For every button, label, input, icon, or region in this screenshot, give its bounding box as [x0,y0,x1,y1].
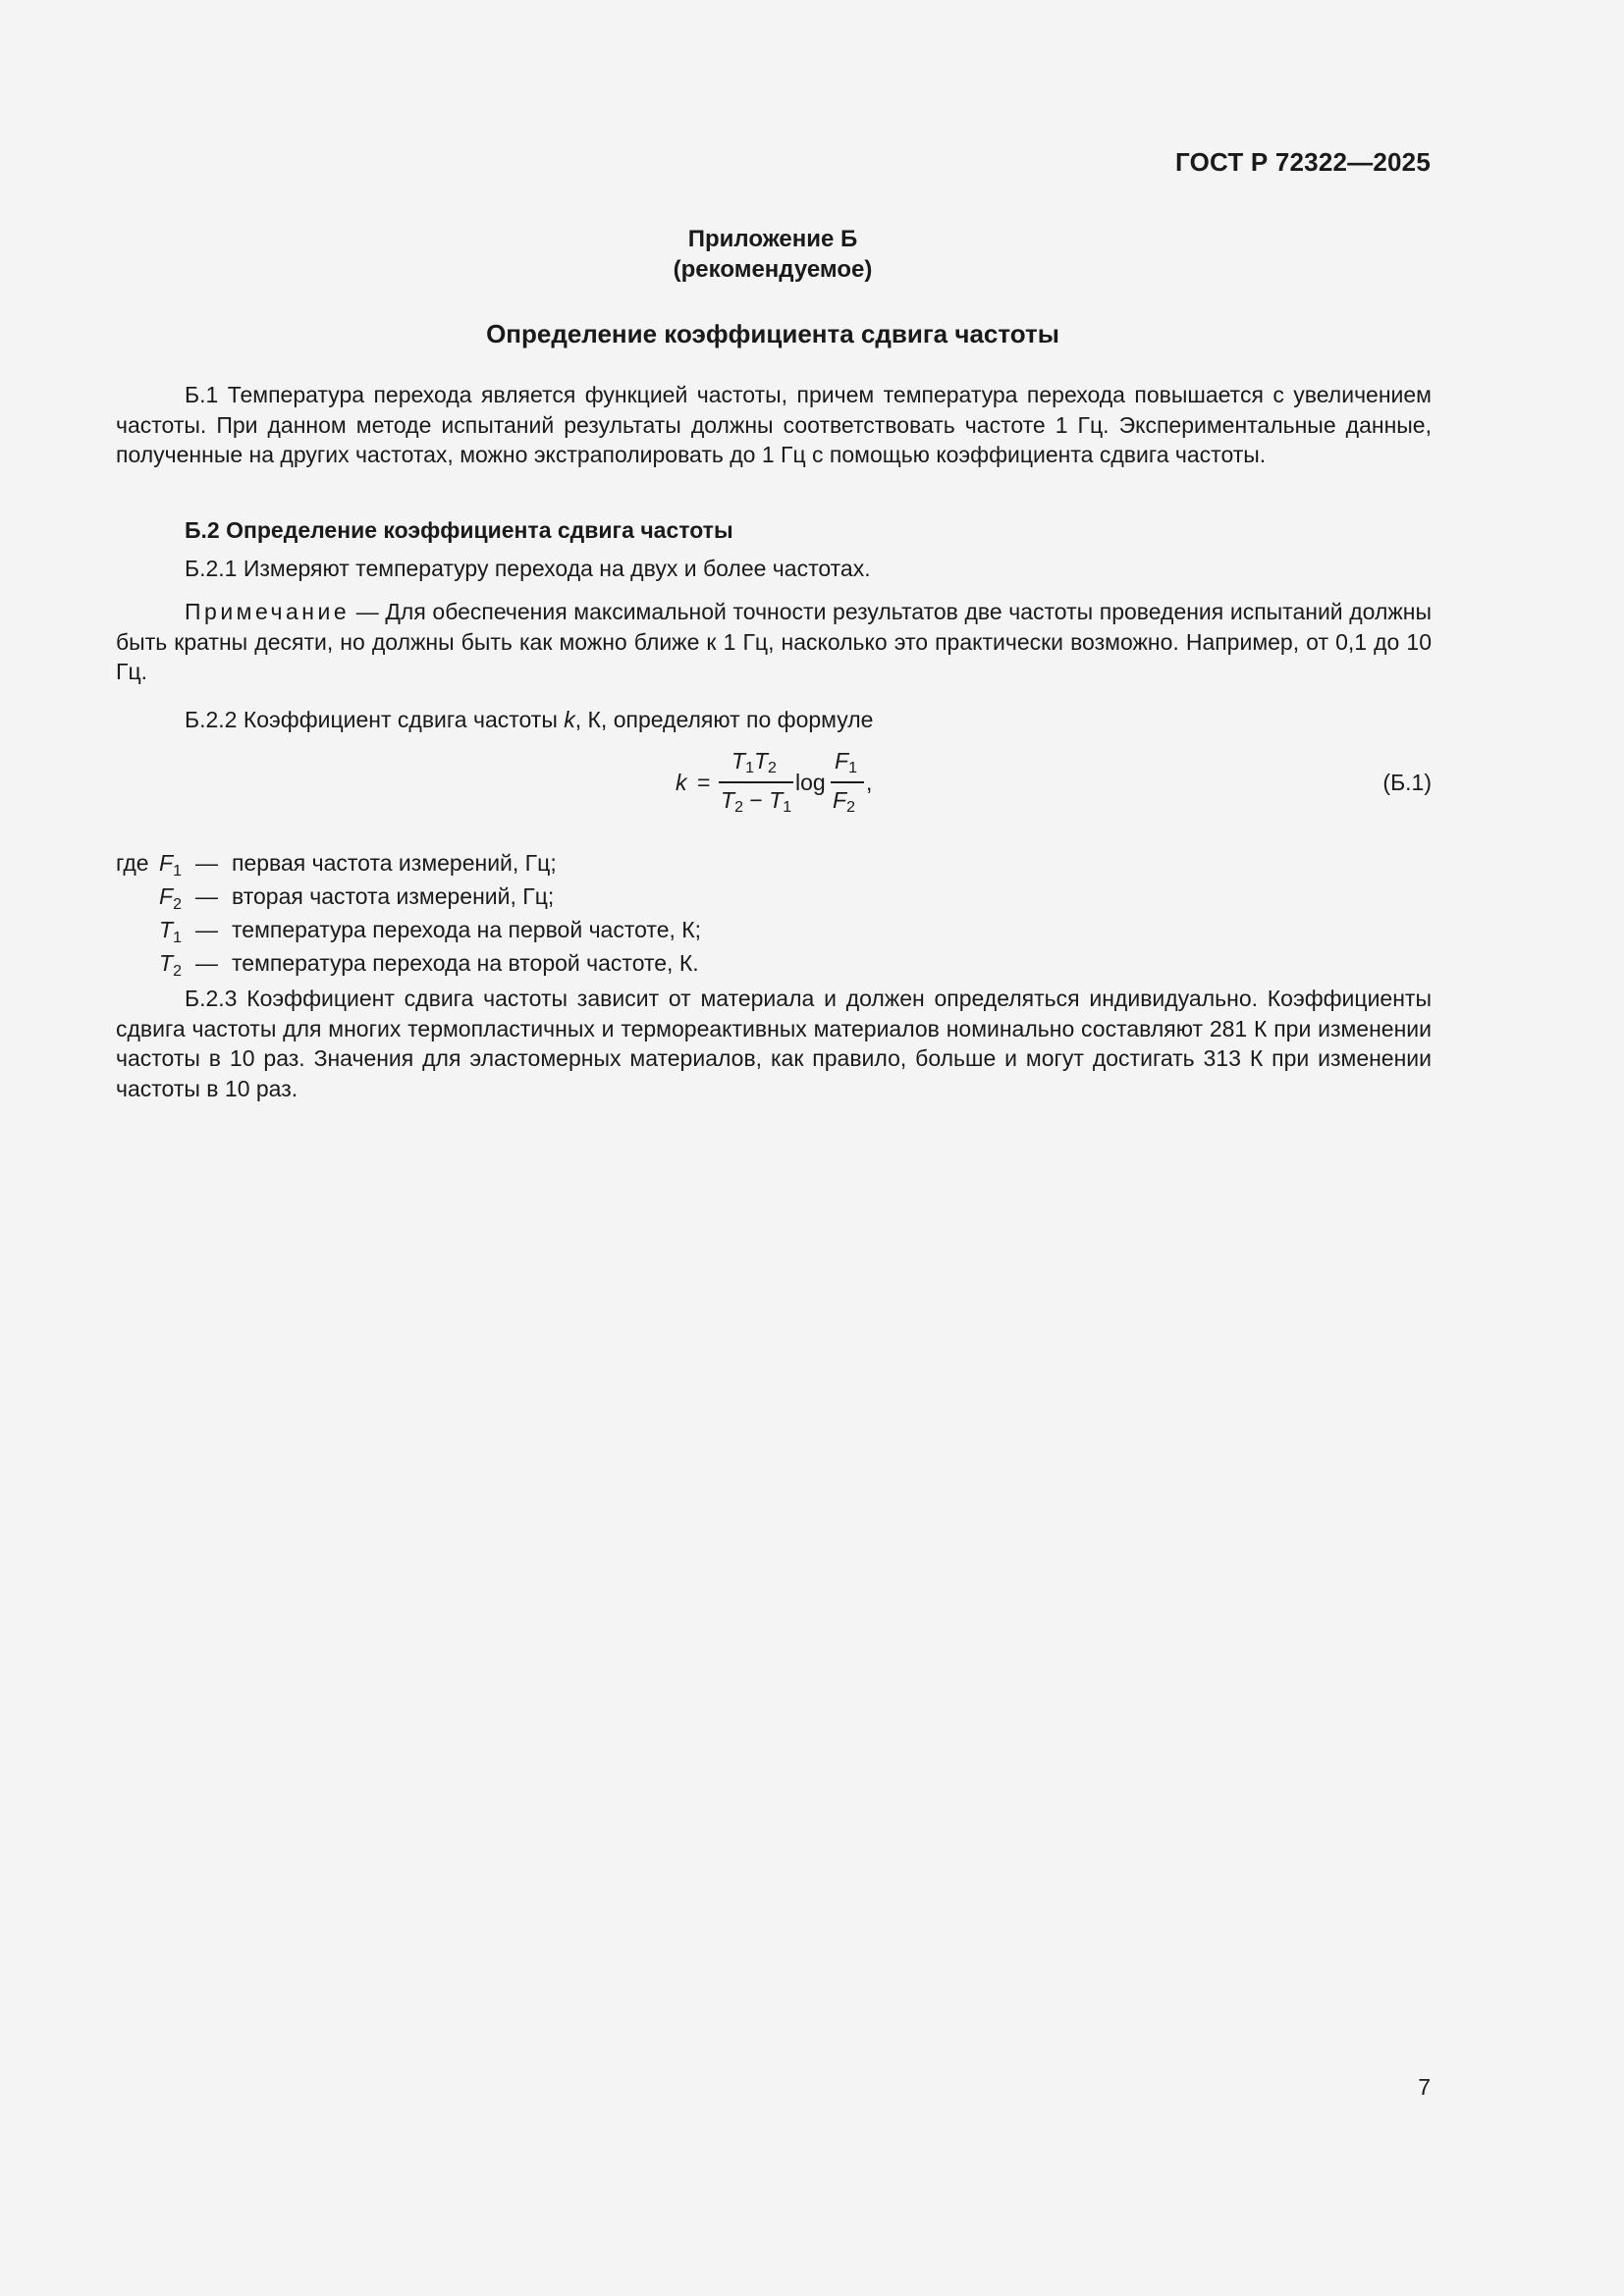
formula-minus: − [749,787,763,813]
section-b22 [116,705,1432,735]
note-paragraph [116,597,1432,687]
section-b1-text: Б.1 Температура перехода является функцией частоты, причем температура перехода повышается с увеличением частоты. При данном методе испытаний результаты должны соответствовать частоте 1 Гц. Экспериментальные данные, полученные на других частотах, можно экстраполировать до 1 Гц с помощью коэффициента сдвига частоты. [116,382,1432,467]
formula-f-numerator [835,748,857,777]
formula-numerator [731,748,777,777]
section-b23-text: Б.2.3 Коэффициент сдвига частоты зависит от материала и должен определяться индивидуально. Коэффициенты сдвига частоты для многих термопластичных и термореактивных материалов номинально составляют 281 К при изменении частоты в 10 раз. Значения для эластомерных материалов, как правило, больше и могут достигать 313 К при изменении частоты в 10 раз. [116,986,1432,1101]
formula-f2-sub: 2 [846,799,855,816]
formula-den-t1-sub: 1 [783,799,792,816]
definition-dash: — [195,917,218,942]
formula-log: log [795,770,826,795]
formula-num-t1: T [731,748,746,774]
definition-dash: — [195,850,218,876]
definition-dash: — [195,883,218,909]
section-b22-suffix: , К, определяют по формуле [574,707,874,732]
definition-text: первая частота измерений, Гц; [232,850,557,876]
formula-comma: , [866,770,873,795]
note-text: — Для обеспечения максимальной точности результатов две частоты проведения испытаний должны быть кратны десяти, но должны быть как можно ближе к 1 Гц, насколько это практически возможно. Например, от 0,1 до 10 Гц. [116,599,1432,684]
definition-symbol: $T_1$ [159,917,182,946]
formula-f1: F [835,748,849,774]
formula-fraction-bar-left [719,781,793,783]
section-b21-text: Б.2.1 Измеряют температуру перехода на двух и более частотах. [185,556,871,581]
definition-text: вторая частота измерений, Гц; [232,883,555,909]
section-b2-heading [116,515,1432,546]
formula-den-t2-sub: 2 [734,799,743,816]
formula-den-t1: T [769,787,784,813]
note [116,597,1432,687]
section-b1 [116,380,1432,470]
formula-number: (Б.1) [1382,770,1432,795]
formula-f1-sub: 1 [848,760,857,776]
formula-den-t2: T [721,787,735,813]
formula-num-t2: T [753,748,769,774]
formula-denominator [721,787,791,817]
definition-text: температура перехода на первой частоте, К; [232,917,702,942]
section-b22-text [116,705,1432,735]
definition-text: температура перехода на второй частоте, К. [232,950,699,976]
formula-fraction-bar-right [831,781,864,783]
formula-lhs: k [676,770,687,795]
section-b21 [116,554,1432,584]
definition-symbol: $F_2$ [159,883,182,913]
document-code: ГОСТ Р 72322—2025 [1175,147,1431,177]
annex-heading: Определение коэффициента сдвига частоты [486,319,1059,348]
definition-symbol: $F_1$ [159,850,182,880]
annex-status: (рекомендуемое) [673,256,873,283]
page-number: 7 [1418,2074,1431,2100]
section-b22-prefix: Б.2.2 Коэффициент сдвига частоты [185,707,565,732]
formula-f-denominator [833,787,855,817]
section-b2-heading-text: Б.2 Определение коэффициента сдвига частоты [185,517,733,543]
formula-num-t2-sub: 2 [768,760,777,776]
definitions-where-label: где [116,850,149,876]
section-b22-variable: k [564,707,575,732]
formula-equals: = [697,770,711,795]
formula-b1 [676,746,911,825]
definition-symbol: $T_2$ [159,950,182,980]
definition-dash: — [195,950,218,976]
note-label: Примечание [185,599,351,624]
annex-title: Приложение Б [687,226,858,252]
formula-f2: F [833,787,847,813]
section-b23 [116,984,1432,1103]
formula-num-t1-sub: 1 [745,760,754,776]
